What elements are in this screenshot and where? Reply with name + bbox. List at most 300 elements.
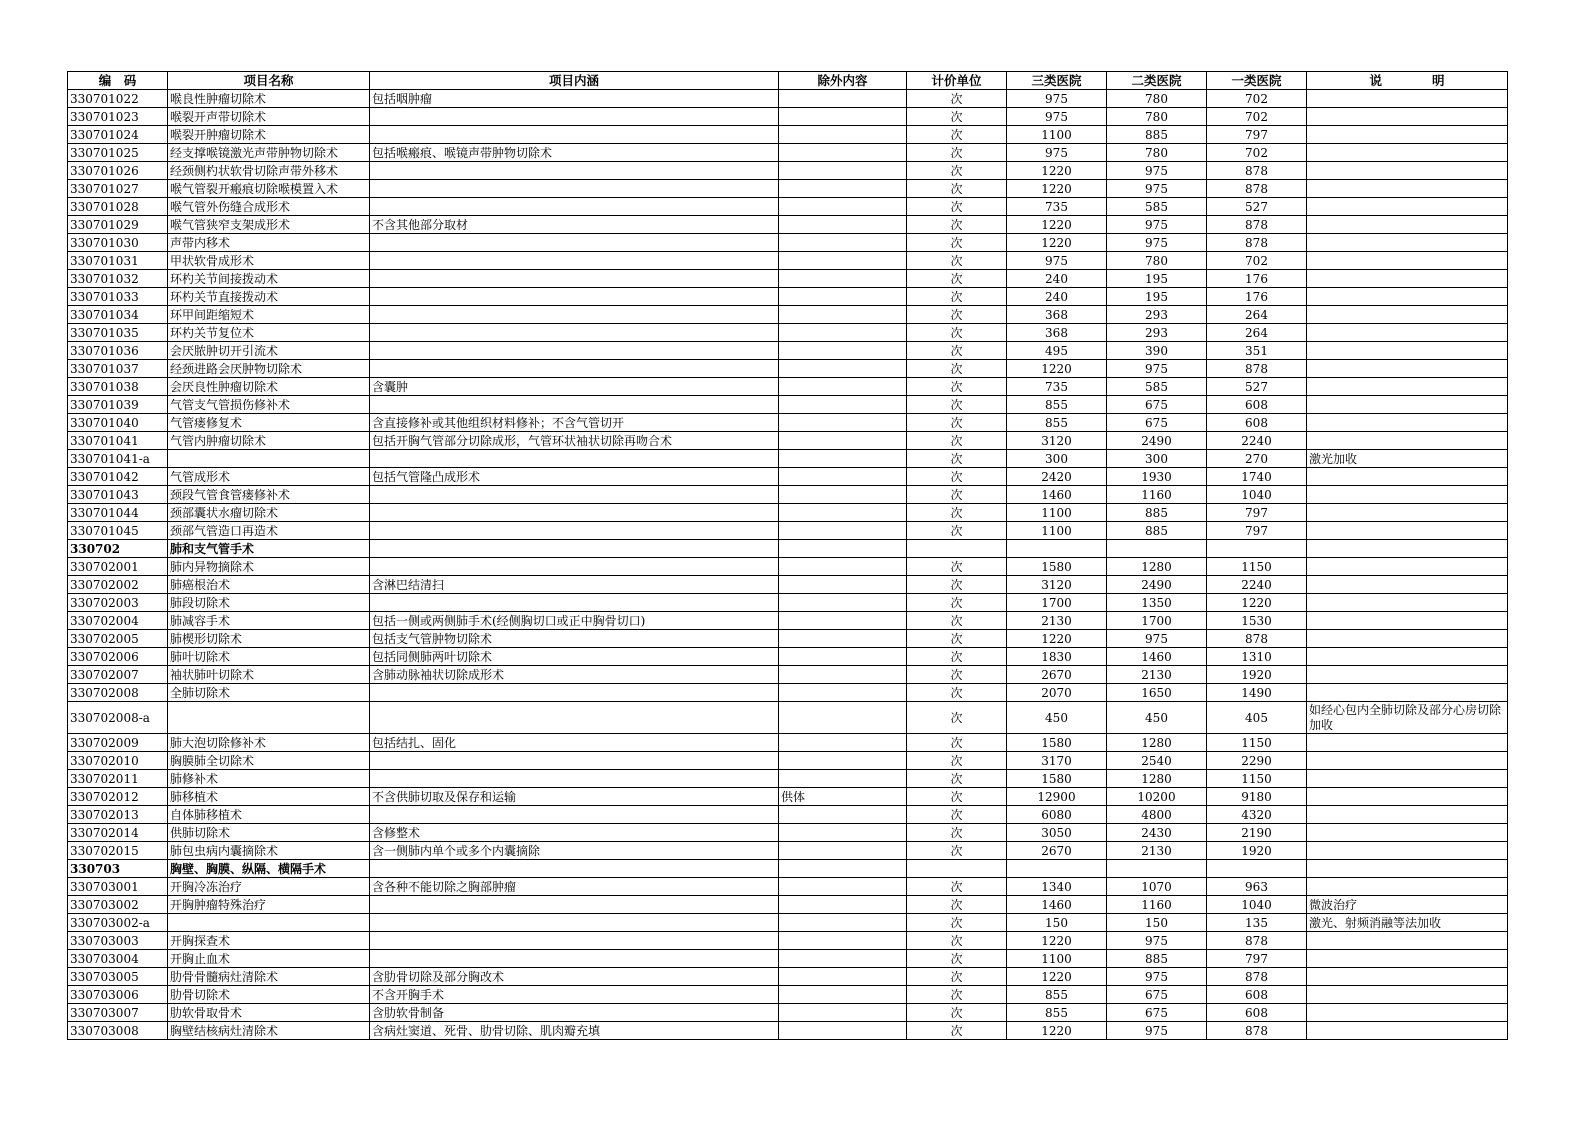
- cell-code: 330703007: [68, 1004, 168, 1022]
- cell-exclude: [779, 594, 907, 612]
- table-row: [68, 752, 1508, 770]
- cell-class1-price: 608: [1207, 1004, 1307, 1022]
- cell-code: 330701037: [68, 360, 168, 378]
- cell-unit: 次: [907, 878, 1007, 896]
- cell-class1-price: 1740: [1207, 468, 1307, 486]
- cell-name: 开胸冷冻治疗: [168, 878, 370, 896]
- cell-unit: 次: [907, 252, 1007, 270]
- cell-name: 气管成形术: [168, 468, 370, 486]
- cell-note: [1307, 522, 1508, 540]
- cell-code: 330702015: [68, 842, 168, 860]
- cell-class3-price: 1460: [1007, 896, 1107, 914]
- cell-content: [370, 324, 779, 342]
- cell-class3-price: 3170: [1007, 752, 1107, 770]
- cell-note: [1307, 824, 1508, 842]
- cell-exclude: [779, 734, 907, 752]
- cell-content: [370, 396, 779, 414]
- table-row: [68, 378, 1508, 396]
- cell-class2-price: 300: [1107, 450, 1207, 468]
- cell-exclude: [779, 306, 907, 324]
- cell-note: [1307, 540, 1508, 558]
- cell-name: 肋软骨取骨术: [168, 1004, 370, 1022]
- table-row: [68, 180, 1508, 198]
- cell-class3-price: 368: [1007, 306, 1107, 324]
- cell-exclude: [779, 576, 907, 594]
- cell-unit: 次: [907, 950, 1007, 968]
- cell-class3-price: 2070: [1007, 684, 1107, 702]
- cell-class1-price: 176: [1207, 270, 1307, 288]
- cell-class3-price: 1580: [1007, 734, 1107, 752]
- cell-class2-price: 675: [1107, 1004, 1207, 1022]
- cell-class2-price: 975: [1107, 360, 1207, 378]
- cell-name: 供肺切除术: [168, 824, 370, 842]
- cell-class2-price: 390: [1107, 342, 1207, 360]
- cell-exclude: [779, 234, 907, 252]
- cell-note: [1307, 252, 1508, 270]
- cell-class1-price: 1220: [1207, 594, 1307, 612]
- cell-class3-price: 450: [1007, 702, 1107, 734]
- cell-class1-price: 878: [1207, 932, 1307, 950]
- table-row: [68, 108, 1508, 126]
- cell-code: 330701034: [68, 306, 168, 324]
- cell-note: [1307, 90, 1508, 108]
- cell-exclude: [779, 288, 907, 306]
- cell-name: 声带内移术: [168, 234, 370, 252]
- cell-class2-price: 293: [1107, 324, 1207, 342]
- cell-class1-price: 1150: [1207, 770, 1307, 788]
- cell-unit: 次: [907, 90, 1007, 108]
- cell-note: [1307, 180, 1508, 198]
- cell-name: 开胸探查术: [168, 932, 370, 950]
- table-row: [68, 666, 1508, 684]
- cell-class2-price: 975: [1107, 968, 1207, 986]
- cell-note: [1307, 770, 1508, 788]
- cell-content: 含肋软骨制备: [370, 1004, 779, 1022]
- cell-content: [370, 486, 779, 504]
- cell-exclude: [779, 360, 907, 378]
- cell-name: 肺癌根治术: [168, 576, 370, 594]
- table-row: [68, 612, 1508, 630]
- cell-name: 气管瘘修复术: [168, 414, 370, 432]
- cell-note: [1307, 806, 1508, 824]
- cell-unit: 次: [907, 234, 1007, 252]
- cell-unit: 次: [907, 896, 1007, 914]
- cell-name: 颈部气管造口再造术: [168, 522, 370, 540]
- cell-code: 330702: [68, 540, 168, 558]
- cell-unit: 次: [907, 522, 1007, 540]
- cell-code: 330703002: [68, 896, 168, 914]
- cell-class2-price: 1280: [1107, 558, 1207, 576]
- cell-unit: 次: [907, 180, 1007, 198]
- cell-class2-price: 780: [1107, 252, 1207, 270]
- cell-code: 330701041-a: [68, 450, 168, 468]
- cell-exclude: [779, 806, 907, 824]
- cell-class3-price: 240: [1007, 288, 1107, 306]
- cell-class3-price: 1220: [1007, 968, 1107, 986]
- cell-code: 330701040: [68, 414, 168, 432]
- cell-class2-price: 1070: [1107, 878, 1207, 896]
- cell-content: [370, 270, 779, 288]
- cell-note: [1307, 306, 1508, 324]
- cell-name: 喉气管狭窄支架成形术: [168, 216, 370, 234]
- cell-content: [370, 806, 779, 824]
- cell-content: 包括一侧或两侧肺手术(经侧胸切口或正中胸骨切口): [370, 612, 779, 630]
- table-row: [68, 842, 1508, 860]
- cell-class3-price: 368: [1007, 324, 1107, 342]
- cell-content: [370, 558, 779, 576]
- cell-note: [1307, 162, 1508, 180]
- cell-class3-price: 1220: [1007, 216, 1107, 234]
- cell-class3-price: 495: [1007, 342, 1107, 360]
- cell-exclude: [779, 968, 907, 986]
- cell-class2-price: 10200: [1107, 788, 1207, 806]
- cell-class2-price: 780: [1107, 108, 1207, 126]
- cell-code: 330702007: [68, 666, 168, 684]
- cell-unit: 次: [907, 126, 1007, 144]
- cell-code: 330701030: [68, 234, 168, 252]
- cell-code: 330701044: [68, 504, 168, 522]
- cell-code: 330701024: [68, 126, 168, 144]
- cell-content: [370, 234, 779, 252]
- cell-class2-price: 1160: [1107, 896, 1207, 914]
- cell-unit: 次: [907, 324, 1007, 342]
- cell-unit: 次: [907, 378, 1007, 396]
- cell-code: 330703006: [68, 986, 168, 1004]
- cell-exclude: [779, 842, 907, 860]
- cell-class2-price: 2430: [1107, 824, 1207, 842]
- cell-unit: 次: [907, 432, 1007, 450]
- table-row: [68, 878, 1508, 896]
- cell-class2-price: 975: [1107, 216, 1207, 234]
- cell-code: 330701041: [68, 432, 168, 450]
- cell-exclude: [779, 752, 907, 770]
- cell-exclude: [779, 522, 907, 540]
- cell-name: 肋骨骨髓病灶清除术: [168, 968, 370, 986]
- cell-name: 环杓关节复位术: [168, 324, 370, 342]
- cell-class1-price: 176: [1207, 288, 1307, 306]
- cell-name: 颈段气管食管瘘修补术: [168, 486, 370, 504]
- header-name: 项目名称: [168, 72, 370, 90]
- cell-class1-price: 1920: [1207, 842, 1307, 860]
- cell-content: [370, 342, 779, 360]
- cell-content: 含淋巴结清扫: [370, 576, 779, 594]
- cell-class1-price: 2240: [1207, 432, 1307, 450]
- cell-exclude: [779, 896, 907, 914]
- cell-class1-price: 608: [1207, 414, 1307, 432]
- cell-exclude: [779, 414, 907, 432]
- cell-class3-price: 1580: [1007, 770, 1107, 788]
- cell-class2-price: 585: [1107, 378, 1207, 396]
- cell-note: [1307, 986, 1508, 1004]
- cell-content: [370, 252, 779, 270]
- table-row: [68, 986, 1508, 1004]
- cell-name: 甲状软骨成形术: [168, 252, 370, 270]
- cell-class2-price: 975: [1107, 932, 1207, 950]
- cell-code: 330702006: [68, 648, 168, 666]
- cell-class1-price: 797: [1207, 126, 1307, 144]
- cell-name: 胸壁、胸膜、纵隔、横隔手术: [168, 860, 370, 878]
- cell-unit: 次: [907, 612, 1007, 630]
- cell-class1-price: 878: [1207, 180, 1307, 198]
- cell-unit: 次: [907, 752, 1007, 770]
- cell-name: 全肺切除术: [168, 684, 370, 702]
- cell-note: [1307, 576, 1508, 594]
- cell-name: 肺修补术: [168, 770, 370, 788]
- cell-content: 含囊肿: [370, 378, 779, 396]
- cell-class3-price: 975: [1007, 108, 1107, 126]
- cell-unit: 次: [907, 770, 1007, 788]
- cell-exclude: [779, 342, 907, 360]
- cell-note: [1307, 324, 1508, 342]
- cell-note: [1307, 648, 1508, 666]
- table-row: [68, 198, 1508, 216]
- cell-class3-price: 240: [1007, 270, 1107, 288]
- cell-name: 气管支气管损伤修补术: [168, 396, 370, 414]
- cell-class1-price: 1490: [1207, 684, 1307, 702]
- table-row: [68, 968, 1508, 986]
- cell-class1-price: 702: [1207, 108, 1307, 126]
- cell-exclude: [779, 878, 907, 896]
- cell-content: 包括支气管肿物切除术: [370, 630, 779, 648]
- cell-content: 不含供肺切取及保存和运输: [370, 788, 779, 806]
- cell-class1-price: 264: [1207, 306, 1307, 324]
- cell-class1-price: 878: [1207, 1022, 1307, 1040]
- cell-class1-price: 351: [1207, 342, 1307, 360]
- cell-class3-price: 1220: [1007, 162, 1107, 180]
- cell-content: [370, 306, 779, 324]
- cell-content: [370, 450, 779, 468]
- table-row: [68, 504, 1508, 522]
- cell-class2-price: 1280: [1107, 734, 1207, 752]
- cell-class2-price: 195: [1107, 288, 1207, 306]
- cell-code: 330702001: [68, 558, 168, 576]
- cell-exclude: [779, 986, 907, 1004]
- cell-content: 含一侧肺内单个或多个内囊摘除: [370, 842, 779, 860]
- cell-code: 330702004: [68, 612, 168, 630]
- cell-class1-price: 9180: [1207, 788, 1307, 806]
- cell-name: 袖状肺叶切除术: [168, 666, 370, 684]
- cell-code: 330701031: [68, 252, 168, 270]
- cell-content: [370, 108, 779, 126]
- cell-exclude: [779, 324, 907, 342]
- header-content: 项目内涵: [370, 72, 779, 90]
- cell-note: [1307, 932, 1508, 950]
- cell-name: 会厌脓肿切开引流术: [168, 342, 370, 360]
- cell-class3-price: 1220: [1007, 932, 1107, 950]
- cell-unit: 次: [907, 342, 1007, 360]
- cell-class3-price: 735: [1007, 198, 1107, 216]
- cell-content: 包括同侧肺两叶切除术: [370, 648, 779, 666]
- table-row: [68, 90, 1508, 108]
- cell-class3-price: 1100: [1007, 950, 1107, 968]
- cell-content: 包括开胸气管部分切除成形，气管环状袖状切除再吻合术: [370, 432, 779, 450]
- cell-class2-price: 1460: [1107, 648, 1207, 666]
- cell-exclude: [779, 932, 907, 950]
- cell-content: [370, 914, 779, 932]
- table-row: [68, 950, 1508, 968]
- cell-exclude: [779, 90, 907, 108]
- table-row: [68, 702, 1508, 734]
- table-row: [68, 234, 1508, 252]
- cell-name: 喉良性肿瘤切除术: [168, 90, 370, 108]
- cell-class3-price: 1220: [1007, 360, 1107, 378]
- cell-content: [370, 504, 779, 522]
- cell-unit: 次: [907, 842, 1007, 860]
- cell-code: 330703008: [68, 1022, 168, 1040]
- cell-class3-price: 1100: [1007, 522, 1107, 540]
- cell-note: [1307, 378, 1508, 396]
- table-row: [68, 396, 1508, 414]
- cell-class1-price: 1920: [1207, 666, 1307, 684]
- cell-name: 经支撑喉镜激光声带肿物切除术: [168, 144, 370, 162]
- table-row: [68, 162, 1508, 180]
- table-row: [68, 270, 1508, 288]
- table-row: [68, 630, 1508, 648]
- cell-content: 含直接修补或其他组织材料修补；不含气管切开: [370, 414, 779, 432]
- cell-class2-price: 885: [1107, 504, 1207, 522]
- cell-class1-price: 527: [1207, 198, 1307, 216]
- cell-class3-price: 1580: [1007, 558, 1107, 576]
- table-row: [68, 216, 1508, 234]
- cell-note: [1307, 504, 1508, 522]
- cell-note: [1307, 342, 1508, 360]
- cell-code: 330701036: [68, 342, 168, 360]
- table-row: [68, 806, 1508, 824]
- cell-unit: 次: [907, 306, 1007, 324]
- cell-name: 喉裂开肿瘤切除术: [168, 126, 370, 144]
- cell-note: [1307, 684, 1508, 702]
- cell-code: 330703002-a: [68, 914, 168, 932]
- cell-unit: 次: [907, 684, 1007, 702]
- cell-content: 含病灶窦道、死骨、肋骨切除、肌肉瓣充填: [370, 1022, 779, 1040]
- cell-class2-price: 293: [1107, 306, 1207, 324]
- section-row: [68, 540, 1508, 558]
- cell-exclude: [779, 450, 907, 468]
- cell-exclude: [779, 770, 907, 788]
- cell-unit: 次: [907, 594, 1007, 612]
- table-row: [68, 648, 1508, 666]
- header-class1-price: 一类医院: [1207, 72, 1307, 90]
- table-row: [68, 288, 1508, 306]
- cell-class2-price: 675: [1107, 414, 1207, 432]
- cell-class1-price: [1207, 540, 1307, 558]
- cell-content: [370, 860, 779, 878]
- cell-class2-price: 975: [1107, 162, 1207, 180]
- table-row: [68, 770, 1508, 788]
- cell-class2-price: 1700: [1107, 612, 1207, 630]
- cell-content: [370, 770, 779, 788]
- cell-name: 经颈进路会厌肿物切除术: [168, 360, 370, 378]
- cell-class2-price: 585: [1107, 198, 1207, 216]
- cell-class1-price: 702: [1207, 252, 1307, 270]
- table-row: [68, 684, 1508, 702]
- cell-class1-price: 527: [1207, 378, 1307, 396]
- header-class3-price: 三类医院: [1007, 72, 1107, 90]
- cell-name: 肺减容手术: [168, 612, 370, 630]
- table-row: [68, 324, 1508, 342]
- cell-exclude: [779, 270, 907, 288]
- cell-content: 包括结扎、固化: [370, 734, 779, 752]
- table-body: [68, 90, 1508, 1040]
- cell-class2-price: 1350: [1107, 594, 1207, 612]
- cell-class3-price: 2670: [1007, 842, 1107, 860]
- header-unit: 计价单位: [907, 72, 1007, 90]
- cell-exclude: [779, 252, 907, 270]
- cell-exclude: [779, 666, 907, 684]
- cell-name: 肺内异物摘除术: [168, 558, 370, 576]
- cell-class3-price: 735: [1007, 378, 1107, 396]
- table-row: [68, 414, 1508, 432]
- table-row: [68, 788, 1508, 806]
- cell-name: 自体肺移植术: [168, 806, 370, 824]
- cell-content: 包括气管隆凸成形术: [370, 468, 779, 486]
- cell-note: [1307, 270, 1508, 288]
- cell-class2-price: 2540: [1107, 752, 1207, 770]
- cell-code: 330701045: [68, 522, 168, 540]
- cell-exclude: [779, 216, 907, 234]
- cell-code: 330702008-a: [68, 702, 168, 734]
- cell-code: 330702010: [68, 752, 168, 770]
- cell-content: [370, 198, 779, 216]
- cell-note: [1307, 860, 1508, 878]
- cell-code: 330701025: [68, 144, 168, 162]
- cell-class1-price: 608: [1207, 396, 1307, 414]
- cell-code: 330701033: [68, 288, 168, 306]
- cell-class2-price: 975: [1107, 1022, 1207, 1040]
- cell-class1-price: 270: [1207, 450, 1307, 468]
- table-row: [68, 734, 1508, 752]
- cell-code: 330701042: [68, 468, 168, 486]
- cell-unit: 次: [907, 986, 1007, 1004]
- cell-content: [370, 594, 779, 612]
- cell-class3-price: 855: [1007, 986, 1107, 1004]
- cell-class1-price: 797: [1207, 504, 1307, 522]
- cell-class1-price: 1530: [1207, 612, 1307, 630]
- cell-unit: 次: [907, 360, 1007, 378]
- cell-name: 肺楔形切除术: [168, 630, 370, 648]
- cell-unit: 次: [907, 162, 1007, 180]
- cell-code: 330702005: [68, 630, 168, 648]
- cell-unit: 次: [907, 288, 1007, 306]
- cell-note: [1307, 788, 1508, 806]
- cell-unit: 次: [907, 270, 1007, 288]
- cell-unit: 次: [907, 648, 1007, 666]
- cell-name: 肺大泡切除修补术: [168, 734, 370, 752]
- cell-exclude: [779, 468, 907, 486]
- cell-unit: 次: [907, 504, 1007, 522]
- cell-class1-price: 878: [1207, 162, 1307, 180]
- cell-class3-price: 975: [1007, 252, 1107, 270]
- cell-code: 330702009: [68, 734, 168, 752]
- table-row: [68, 306, 1508, 324]
- cell-class2-price: 450: [1107, 702, 1207, 734]
- cell-name: 环杓关节间接拨动术: [168, 270, 370, 288]
- cell-unit: 次: [907, 198, 1007, 216]
- cell-code: 330702011: [68, 770, 168, 788]
- cell-note: [1307, 126, 1508, 144]
- cell-class2-price: 195: [1107, 270, 1207, 288]
- cell-note: [1307, 486, 1508, 504]
- cell-exclude: [779, 432, 907, 450]
- cell-code: 330703004: [68, 950, 168, 968]
- cell-note: [1307, 630, 1508, 648]
- cell-name: 开胸肿瘤特殊治疗: [168, 896, 370, 914]
- cell-content: 不含开胸手术: [370, 986, 779, 1004]
- cell-unit: [907, 540, 1007, 558]
- cell-unit: 次: [907, 806, 1007, 824]
- cell-code: 330701032: [68, 270, 168, 288]
- cell-class1-price: 702: [1207, 144, 1307, 162]
